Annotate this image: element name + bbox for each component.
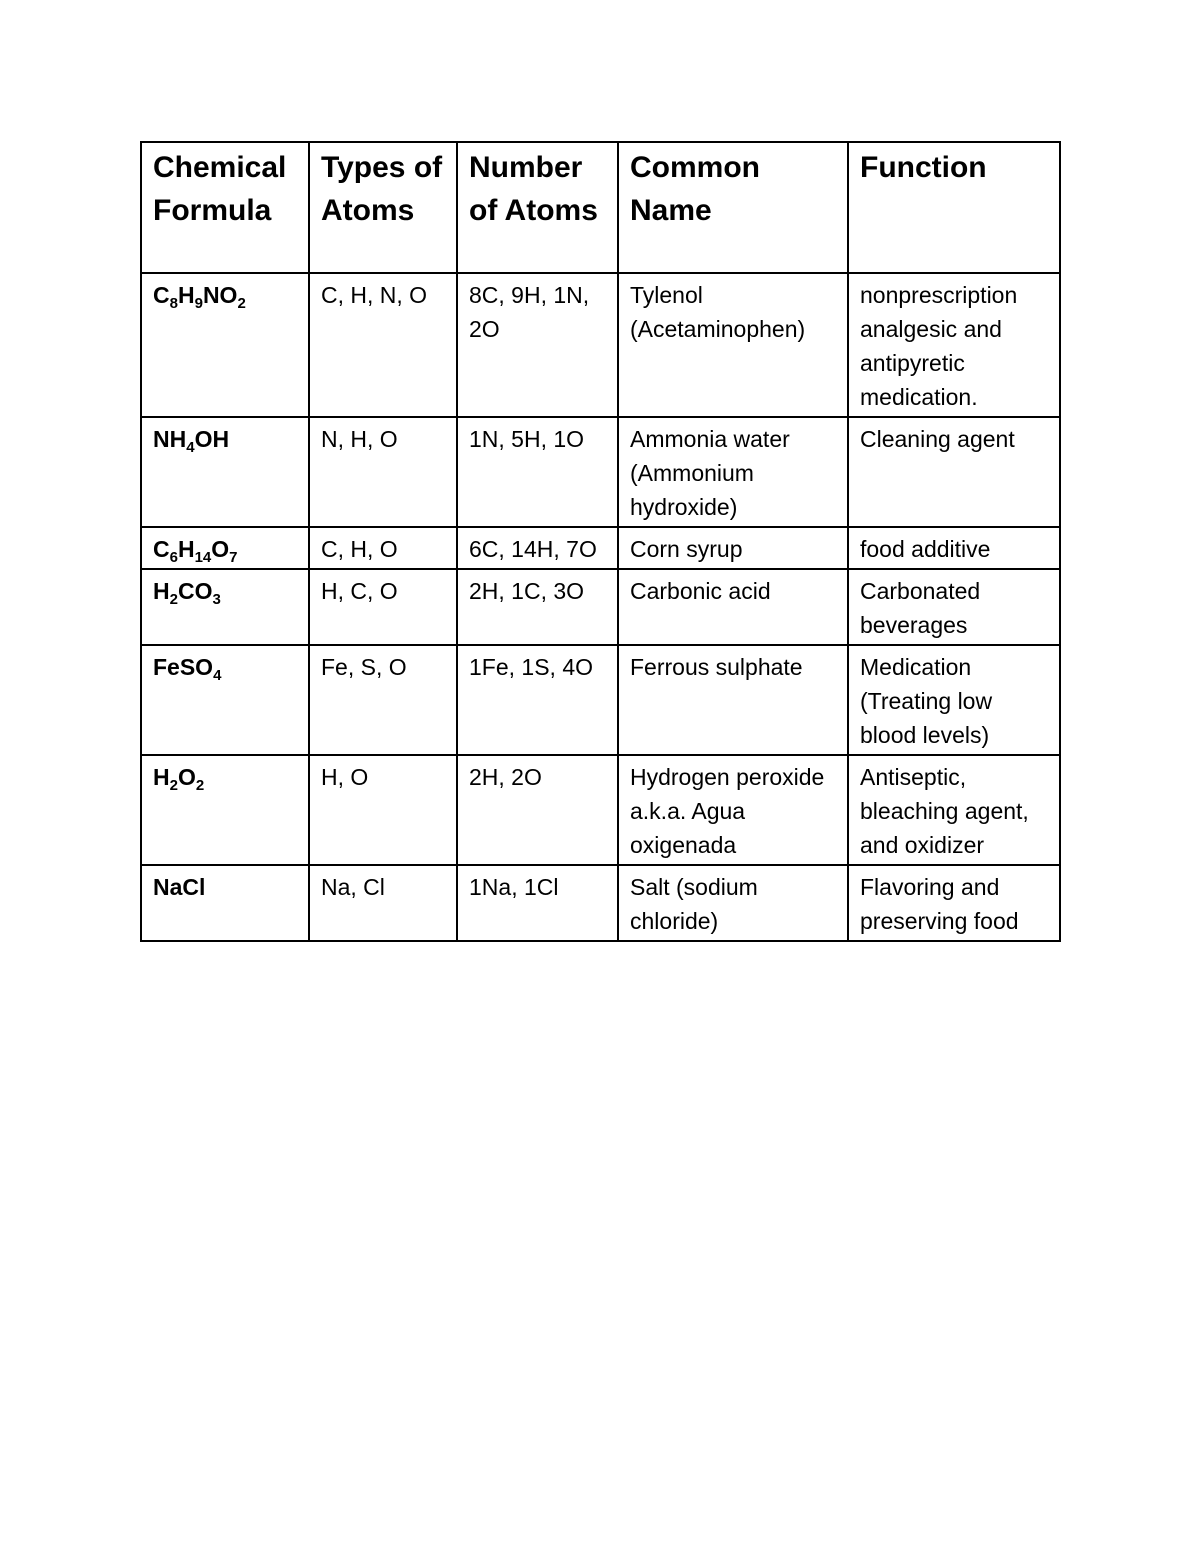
cell-chemical-formula bbox=[141, 645, 309, 755]
formula-subscript: 9 bbox=[194, 295, 203, 312]
cell-function: nonprescription analgesic and antipyretic medication. bbox=[848, 273, 1060, 417]
cell-chemical-formula bbox=[141, 417, 309, 527]
formula-element: OH bbox=[194, 426, 230, 452]
cell-number-of-atoms: 1N, 5H, 1O bbox=[457, 417, 618, 527]
formula-subscript: 2 bbox=[195, 777, 205, 794]
formula-element: O bbox=[177, 764, 196, 790]
cell-types-of-atoms: H, C, O bbox=[309, 569, 457, 645]
cell-chemical-formula bbox=[141, 569, 309, 645]
cell-types-of-atoms: Na, Cl bbox=[309, 865, 457, 941]
cell-number-of-atoms: 1Fe, 1S, 4O bbox=[457, 645, 618, 755]
formula-element: FeSO bbox=[153, 654, 214, 680]
cell-function: Flavoring and preserving food bbox=[848, 865, 1060, 941]
cell-number-of-atoms: 2H, 2O bbox=[457, 755, 618, 865]
cell-types-of-atoms: C, H, N, O bbox=[309, 273, 457, 417]
cell-chemical-formula bbox=[141, 865, 309, 941]
formula-element: H bbox=[177, 536, 195, 562]
cell-common-name: Ammonia water (Ammonium hydroxide) bbox=[618, 417, 848, 527]
cell-number-of-atoms: 2H, 1C, 3O bbox=[457, 569, 618, 645]
formula-subscript: 6 bbox=[169, 549, 178, 566]
formula-element: C bbox=[153, 282, 170, 308]
table-row bbox=[141, 865, 1060, 941]
formula-element: H bbox=[177, 282, 195, 308]
formula-element: H bbox=[153, 764, 170, 790]
formula-element: H bbox=[153, 578, 170, 604]
cell-common-name: Carbonic acid bbox=[618, 569, 848, 645]
cell-chemical-formula bbox=[141, 755, 309, 865]
cell-common-name: Tylenol (Acetaminophen) bbox=[618, 273, 848, 417]
formula-subscript: 8 bbox=[169, 295, 178, 312]
cell-function: food additive bbox=[848, 527, 1060, 569]
cell-number-of-atoms: 1Na, 1Cl bbox=[457, 865, 618, 941]
header-chemical-formula: Chemical Formula bbox=[141, 142, 309, 273]
cell-types-of-atoms: Fe, S, O bbox=[309, 645, 457, 755]
formula-subscript: 14 bbox=[194, 549, 212, 566]
header-common-name: Common Name bbox=[618, 142, 848, 273]
table-row bbox=[141, 273, 1060, 417]
cell-types-of-atoms: H, O bbox=[309, 755, 457, 865]
formula-subscript: 3 bbox=[212, 591, 221, 608]
header-number-of-atoms: Number of Atoms bbox=[457, 142, 618, 273]
cell-number-of-atoms: 8C, 9H, 1N, 2O bbox=[457, 273, 618, 417]
formula-subscript: 7 bbox=[229, 549, 238, 566]
cell-common-name: Ferrous sulphate bbox=[618, 645, 848, 755]
cell-chemical-formula bbox=[141, 527, 309, 569]
table-header-row bbox=[141, 142, 1060, 273]
formula-element: C bbox=[153, 536, 170, 562]
table-row bbox=[141, 527, 1060, 569]
formula-element: O bbox=[211, 536, 230, 562]
cell-types-of-atoms: N, H, O bbox=[309, 417, 457, 527]
formula-element: NO bbox=[202, 282, 238, 308]
cell-function: Medication (Treating low blood levels) bbox=[848, 645, 1060, 755]
formula-element: CO bbox=[177, 578, 213, 604]
cell-function: Antiseptic, bleaching agent, and oxidizer bbox=[848, 755, 1060, 865]
header-types-of-atoms: Types of Atoms bbox=[309, 142, 457, 273]
table-row bbox=[141, 569, 1060, 645]
cell-common-name: Salt (sodium chloride) bbox=[618, 865, 848, 941]
cell-types-of-atoms: C, H, O bbox=[309, 527, 457, 569]
table-row bbox=[141, 417, 1060, 527]
formula-subscript: 2 bbox=[237, 295, 246, 312]
formula-subscript: 4 bbox=[213, 667, 222, 684]
chemical-table bbox=[140, 141, 1061, 942]
formula-subscript: 2 bbox=[169, 591, 178, 608]
table-row bbox=[141, 755, 1060, 865]
cell-number-of-atoms: 6C, 14H, 7O bbox=[457, 527, 618, 569]
formula-subscript: 2 bbox=[169, 777, 178, 794]
table-row bbox=[141, 645, 1060, 755]
header-function: Function bbox=[848, 142, 1060, 273]
formula-subscript: 4 bbox=[186, 439, 195, 456]
cell-common-name: Corn syrup bbox=[618, 527, 848, 569]
formula-element: NH bbox=[153, 426, 187, 452]
formula-element: NaCl bbox=[153, 874, 206, 900]
cell-chemical-formula bbox=[141, 273, 309, 417]
cell-common-name: Hydrogen peroxide a.k.a. Agua oxigenada bbox=[618, 755, 848, 865]
cell-function: Carbonated beverages bbox=[848, 569, 1060, 645]
cell-function: Cleaning agent bbox=[848, 417, 1060, 527]
